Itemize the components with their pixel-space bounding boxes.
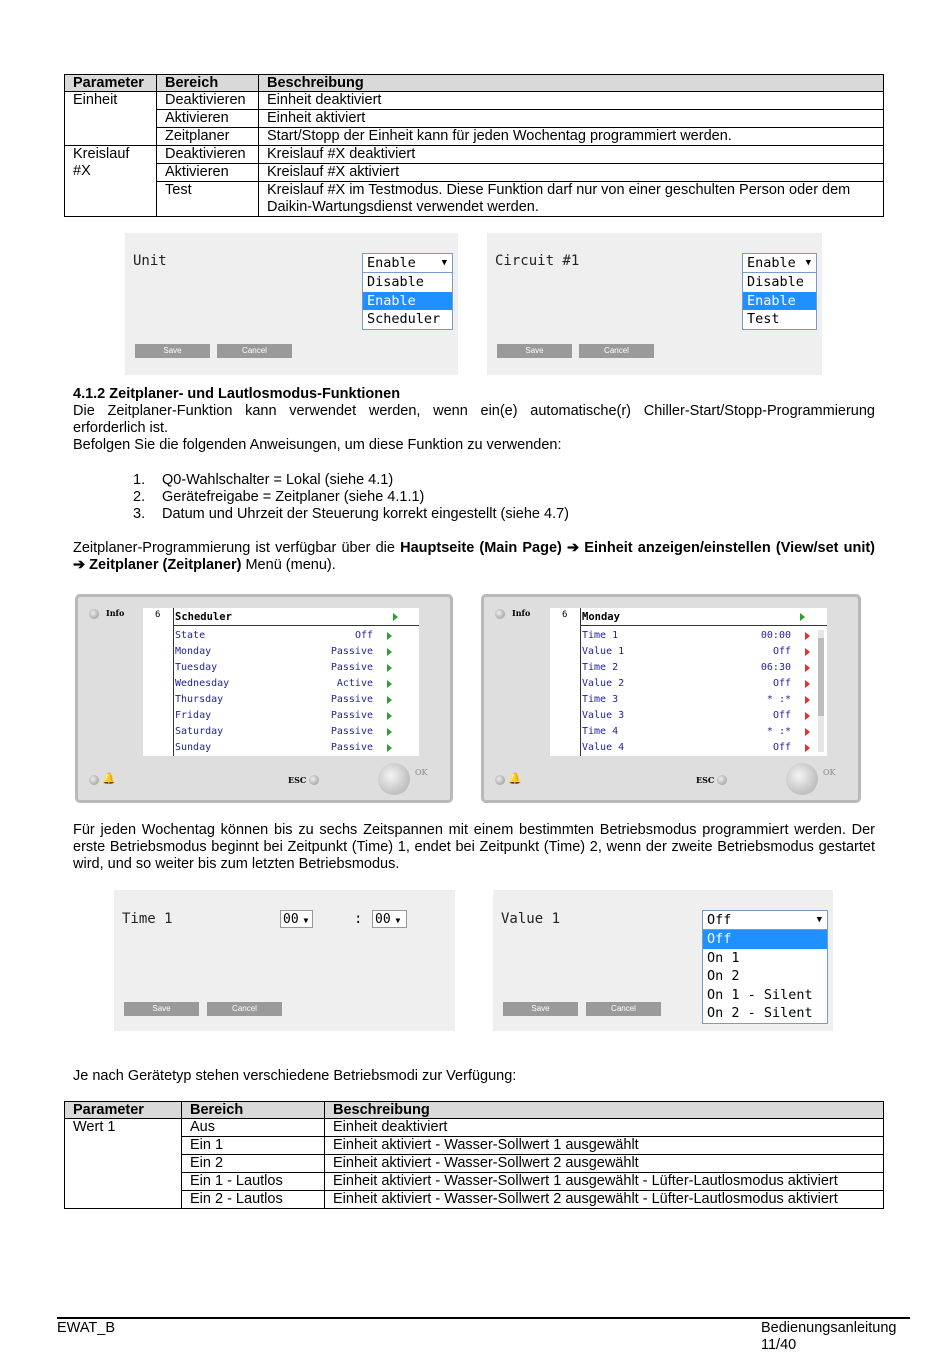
arrow-right-icon (387, 648, 392, 656)
table-row (65, 1191, 884, 1209)
arrow-right-icon (387, 712, 392, 720)
menu-row-label: Wednesday (175, 678, 230, 689)
chevron-down-icon: ▼ (441, 258, 447, 268)
table-header-parameter: Parameter (65, 75, 157, 92)
desc-cell: Start/Stopp der Einheit kann für jeden Wochentag programmiert werden. (259, 128, 884, 146)
page-number: 6 (562, 610, 568, 620)
menu-row-value: Off (772, 742, 791, 753)
cancel-button[interactable]: Cancel (217, 344, 292, 358)
menu-row-value: 00:00 (760, 630, 791, 641)
circuit-setting-screenshot (487, 233, 822, 375)
arrow-right-icon (805, 728, 810, 736)
menu-row-label: Time 1 (582, 630, 619, 641)
desc-cell: Einheit aktiviert - Wasser-Sollwert 1 ausgewählt (325, 1137, 884, 1155)
hmi-screen (550, 608, 827, 756)
desc-cell: Einheit deaktiviert (325, 1119, 884, 1137)
info-label: Info (106, 608, 125, 618)
footer-doc-title: Bedienungsanleitung (761, 1320, 897, 1336)
range-cell: Ein 1 - Lautlos (182, 1173, 325, 1191)
menu-row-value: Off (772, 646, 791, 657)
dropdown-selected[interactable]: Enable ▼ (363, 254, 452, 273)
arrow-right-icon (387, 696, 392, 704)
arrow-right-icon (387, 744, 392, 752)
ok-label: OK (415, 768, 428, 777)
unit-setting-screenshot (125, 233, 458, 375)
menu-row-label: State (175, 630, 206, 641)
hour-select[interactable]: 00 ▼ (280, 910, 313, 928)
range-cell: Aktivieren (157, 164, 259, 182)
menu-row-label: Value 2 (582, 678, 625, 689)
list-item: 1. Q0-Wahlschalter = Lokal (siehe 4.1) (133, 472, 394, 488)
menu-row-value: Passive (330, 694, 373, 705)
cancel-button[interactable]: Cancel (579, 344, 654, 358)
table-row (65, 1137, 884, 1155)
desc-cell: Einheit aktiviert - Wasser-Sollwert 1 ausgewählt - Lüfter-Lautlosmodus aktiviert (325, 1173, 884, 1191)
menu-row[interactable] (175, 660, 419, 676)
cancel-button[interactable]: Cancel (586, 1002, 661, 1016)
value-label: Value 1 (501, 911, 561, 927)
menu-row[interactable] (175, 628, 419, 644)
menu-row-value: Active (336, 678, 373, 689)
table-row (65, 1119, 884, 1137)
arrow-right-icon (805, 648, 810, 656)
menu-row-label: Thursday (175, 694, 224, 705)
menu-path-paragraph: Zeitplaner-Programmierung ist verfügbar über die Hauptseite (Main Page) ➔ Einheit anzeigen/einstellen (View/set unit) ➔ Zeitplaner (Zeitplaner) Menü (menu). (73, 540, 875, 573)
dropdown-option[interactable]: Disable (747, 274, 804, 290)
time-setting-screenshot (114, 890, 455, 1031)
menu-row-label: Value 3 (582, 710, 625, 721)
dropdown-selected[interactable]: Enable ▼ (743, 254, 816, 273)
menu-row-value: Off (354, 630, 373, 641)
menu-row[interactable] (582, 740, 827, 756)
menu-row-value: Off (772, 710, 791, 721)
arrow-right-icon (805, 632, 810, 640)
screen-title: Scheduler (175, 611, 232, 623)
ok-label: OK (823, 768, 836, 777)
chevron-down-icon: ▼ (805, 258, 811, 268)
menu-row-label: Tuesday (175, 662, 218, 673)
value-dropdown[interactable] (702, 910, 828, 1024)
bell-icon[interactable]: 🔔 (508, 773, 522, 785)
steps-list (133, 472, 569, 523)
screen-title: Monday (582, 611, 620, 623)
dropdown-option[interactable]: Scheduler (367, 311, 441, 327)
page-number: 6 (155, 610, 161, 620)
save-button[interactable]: Save (497, 344, 572, 358)
menu-row-value: Off (772, 678, 791, 689)
save-button[interactable]: Save (124, 1002, 199, 1016)
menu-row-value: * :* (766, 694, 791, 705)
menu-row[interactable] (582, 644, 827, 660)
section-heading: 4.1.2 Zeitplaner- und Lautlosmodus-Funktionen (73, 386, 401, 402)
range-cell: Ein 2 - Lautlos (182, 1191, 325, 1209)
table-row (65, 146, 884, 164)
value-setting-screenshot (493, 890, 833, 1031)
parameter-table-value (64, 1101, 884, 1209)
paragraph: Für jeden Wochentag können bis zu sechs Zeitspannen mit einem bestimmten Betriebsmodus programmiert werden. Der erste Betriebsmodus beginnt bei Zeitpunkt (Time) 1, endet bei Zeitpunkt (Time) 2, wenn der zweite Betriebsmodus gestartet wird, und so weiter bis zum letzten Betriebsmodus. (73, 822, 875, 872)
menu-row-value: * :* (766, 726, 791, 737)
footer-rule (57, 1317, 910, 1319)
paragraph: Befolgen Sie die folgenden Anweisungen, um diese Funktion zu verwenden: (73, 437, 562, 453)
time-separator: : (354, 911, 363, 927)
info-led-icon (89, 609, 99, 619)
table-header-description: Beschreibung (259, 75, 884, 92)
menu-row-value: Passive (330, 742, 373, 753)
menu-row-label: Value 4 (582, 742, 625, 753)
table-row (65, 128, 884, 146)
menu-row[interactable] (582, 692, 827, 708)
menu-row[interactable] (582, 676, 827, 692)
table-header-parameter: Parameter (65, 1102, 182, 1119)
arrow-right-icon (805, 744, 810, 752)
cancel-button[interactable]: Cancel (207, 1002, 282, 1016)
menu-row[interactable] (175, 740, 419, 756)
table-row (65, 92, 884, 110)
menu-row-label: Time 4 (582, 726, 619, 737)
param-cell: Wert 1 (65, 1119, 182, 1209)
esc-label: ESC (696, 775, 715, 785)
circuit-label: Circuit #1 (495, 253, 580, 269)
arrow-right-icon (387, 664, 392, 672)
menu-row-label: Time 2 (582, 662, 619, 673)
hmi-screen (143, 608, 419, 756)
range-cell: Ein 2 (182, 1155, 325, 1173)
arrow-right-icon (387, 680, 392, 688)
dropdown-option[interactable]: On 2 - Silent (707, 1005, 813, 1021)
dropdown-option[interactable]: Enable (363, 292, 452, 311)
range-cell: Aktivieren (157, 110, 259, 128)
alarm-led-icon (89, 775, 99, 785)
desc-cell: Kreislauf #X aktiviert (259, 164, 884, 182)
desc-cell: Einheit aktiviert - Wasser-Sollwert 2 ausgewählt (325, 1155, 884, 1173)
unit-dropdown[interactable] (362, 253, 453, 330)
paragraph: Die Zeitplaner-Funktion kann verwendet werden, wenn ein(e) automatische(r) Chiller-Start/Stopp-Programmierung erforderlich ist. (73, 403, 875, 436)
menu-row-value: Passive (330, 710, 373, 721)
ok-knob[interactable] (786, 763, 818, 795)
table-header-description: Beschreibung (325, 1102, 884, 1119)
menu-row-label: Time 3 (582, 694, 619, 705)
desc-cell: Einheit aktiviert - Wasser-Sollwert 2 ausgewählt - Lüfter-Lautlosmodus aktiviert (325, 1191, 884, 1209)
param-cell: Einheit (65, 92, 157, 146)
range-cell: Zeitplaner (157, 128, 259, 146)
unit-label: Unit (133, 253, 167, 269)
table-row (65, 110, 884, 128)
menu-row-value: 06:30 (760, 662, 791, 673)
chevron-down-icon: ▼ (298, 916, 309, 925)
menu-row-value: Passive (330, 646, 373, 657)
footer-doc-code: EWAT_B (57, 1320, 116, 1336)
save-button[interactable]: Save (135, 344, 210, 358)
menu-row[interactable] (175, 644, 419, 660)
dropdown-selected[interactable]: Off ▼ (703, 911, 827, 930)
dropdown-option[interactable]: On 1 (707, 949, 740, 966)
menu-row-label: Monday (175, 646, 212, 657)
chevron-down-icon: ▼ (816, 915, 822, 925)
menu-row[interactable] (175, 724, 419, 740)
range-cell: Aus (182, 1119, 325, 1137)
range-cell: Deaktivieren (157, 146, 259, 164)
list-item: 2. Gerätefreigabe = Zeitplaner (siehe 4.1.1) (133, 489, 425, 505)
table-row (65, 1155, 884, 1173)
arrow-right-icon (805, 696, 810, 704)
chevron-down-icon: ▼ (390, 916, 401, 925)
circuit-dropdown[interactable] (742, 253, 817, 330)
arrow-right-icon (805, 712, 810, 720)
menu-row-label: Sunday (175, 742, 212, 753)
time-label: Time 1 (122, 911, 173, 927)
esc-button[interactable] (717, 775, 727, 785)
desc-cell: Kreislauf #X im Testmodus. Diese Funktion darf nur von einer geschulten Person oder dem Daikin-Wartungsdienst verwendet werden. (259, 182, 884, 217)
menu-row[interactable] (582, 724, 827, 740)
bell-icon[interactable]: 🔔 (102, 773, 116, 785)
menu-row[interactable] (175, 692, 419, 708)
dropdown-option[interactable]: Off (703, 930, 827, 949)
arrow-right-icon (805, 680, 810, 688)
desc-cell: Einheit aktiviert (259, 110, 884, 128)
table-header-range: Bereich (182, 1102, 325, 1119)
minute-select[interactable]: 00 ▼ (372, 910, 407, 928)
menu-row[interactable] (175, 708, 419, 724)
menu-row-value: Passive (330, 662, 373, 673)
menu-row[interactable] (582, 660, 827, 676)
esc-button[interactable] (309, 775, 319, 785)
paragraph: Je nach Gerätetyp stehen verschiedene Betriebsmodi zur Verfügung: (73, 1068, 517, 1084)
parameter-table-unit (64, 74, 884, 217)
alarm-led-icon (495, 775, 505, 785)
arrow-right-icon (805, 664, 810, 672)
hmi-panel-monday (481, 594, 861, 803)
table-header-range: Bereich (157, 75, 259, 92)
menu-row-label: Value 1 (582, 646, 625, 657)
ok-knob[interactable] (378, 763, 410, 795)
arrow-right-icon (393, 613, 398, 621)
desc-cell: Einheit deaktiviert (259, 92, 884, 110)
arrow-right-icon (387, 632, 392, 640)
info-label: Info (512, 608, 531, 618)
range-cell: Ein 1 (182, 1137, 325, 1155)
list-item: 3. Datum und Uhrzeit der Steuerung korrekt eingestellt (siehe 4.7) (133, 506, 570, 522)
dropdown-option[interactable]: Test (747, 311, 780, 327)
arrow-right-icon (800, 613, 805, 621)
info-led-icon (495, 609, 505, 619)
table-row (65, 164, 884, 182)
menu-row[interactable] (175, 676, 419, 692)
dropdown-option[interactable]: Enable (743, 292, 816, 311)
table-row (65, 1173, 884, 1191)
menu-row[interactable] (582, 708, 827, 724)
menu-row-label: Saturday (175, 726, 224, 737)
menu-row-label: Friday (175, 710, 212, 721)
dropdown-option[interactable]: On 2 (707, 968, 740, 984)
arrow-right-icon (387, 728, 392, 736)
param-cell: Kreislauf #X (65, 146, 157, 217)
menu-row-value: Passive (330, 726, 373, 737)
esc-label: ESC (288, 775, 307, 785)
dropdown-option[interactable]: On 1 - Silent (707, 986, 813, 1003)
hmi-panel-scheduler (75, 594, 453, 803)
range-cell: Test (157, 182, 259, 217)
range-cell: Deaktivieren (157, 92, 259, 110)
desc-cell: Kreislauf #X deaktiviert (259, 146, 884, 164)
save-button[interactable]: Save (503, 1002, 578, 1016)
table-row (65, 182, 884, 217)
dropdown-option[interactable]: Disable (367, 274, 424, 290)
menu-row[interactable] (582, 628, 827, 644)
footer-page-number: 11/40 (761, 1337, 797, 1353)
